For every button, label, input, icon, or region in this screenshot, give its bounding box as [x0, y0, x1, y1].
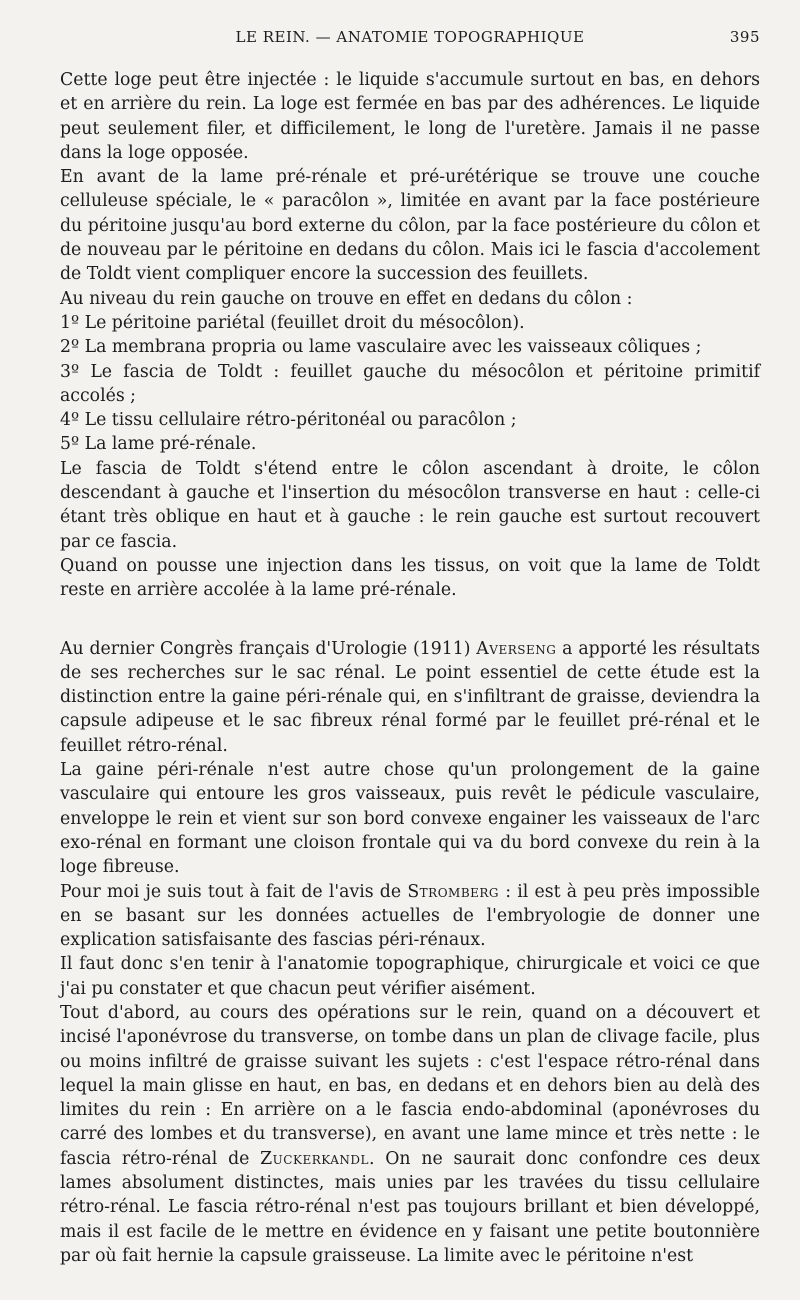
paragraph: La gaine péri-rénale n'est autre chose qu'un prolongement de la gaine vasculaire qui entoure les gros vaisseaux, puis revêt le pédicule vasculaire, enveloppe le rein et vient sur son bord convexe engainer les vaisseaux de l'arc exo-rénal en formant une cloison frontale qui va du bord convexe du rein à la loge fibreuse.: [60, 760, 760, 878]
paragraph: [60, 880, 760, 953]
text-run: Au dernier Congrès français d'Urologie (1911): [60, 638, 477, 659]
list-item: 5º La lame pré-rénale.: [60, 434, 257, 455]
author-name: Zuckerkandl: [260, 1148, 369, 1169]
page-number: 395: [729, 28, 760, 46]
running-title: LE REIN. — ANATOMIE TOPOGRAPHIQUE: [235, 28, 585, 46]
text-run: : il est à peu près impossible en se basant sur les données actuelles de l'embryologie de donner une explication satisfaisante des fascias péri-rénaux.: [60, 881, 760, 951]
paragraph: Le fascia de Toldt s'étend entre le côlon ascendant à droite, le côlon descendant à gauche et l'insertion du mésocôlon transverse en haut : celle-ci étant très oblique en haut et à gauche : le rein gauche est surtout recouvert par ce fascia.: [60, 458, 760, 552]
body-text: [60, 68, 760, 1268]
list-item: 3º Le fascia de Toldt : feuillet gauche du mésocôlon et péritoine primitif accolés ;: [60, 361, 760, 406]
paragraph: Au niveau du rein gauche on trouve en effet en dedans du côlon :: [60, 288, 633, 309]
text-run: . On ne saurait donc confondre ces deux lames absolument distinctes, mais unies par les travées du tissu cellulaire rétro-rénal. Le fascia rétro-rénal n'est pas toujours brillant et bien développé, mais il est facile de le mettre en évidence en y faisant une petite boutonnière par où fait hernie la capsule graisseuse. La limite avec le péritoine n'est: [60, 1148, 760, 1266]
text-run: Tout d'abord, au cours des opérations sur le rein, quand on a découvert et incisé l'aponévrose du transverse, on tombe dans un plan de clivage facile, plus ou moins infiltré de graisse suivant les sujets : c'est l'espace rétro-rénal dans lequel la main glisse en haut, en bas, en dedans et en dehors bien au delà des limites du rein : En arrière on a le fascia endo-abdominal (aponévroses du carré des lombes et du transverse), en avant une lame mince et très nette : le fascia rétro-rénal de: [60, 1002, 760, 1169]
text-run: Pour moi je suis tout à fait de l'avis de: [60, 881, 408, 902]
text-run: a apporté les résultats de ses recherches sur le sac rénal. Le point essentiel de cette étude est la distinction entre la gaine péri-rénale qui, en s'infiltrant de graisse, deviendra la capsule adipeuse et le sac fibreux rénal formé par le feuillet pré-rénal et le feuillet rétro-rénal.: [60, 638, 760, 756]
list-item: 2º La membrana propria ou lame vasculaire avec les vaisseaux côliques ;: [60, 337, 702, 358]
author-name: Stromberg: [407, 881, 500, 902]
section-break: [60, 603, 760, 637]
paragraph: Il faut donc s'en tenir à l'anatomie topographique, chirurgicale et voici ce que j'ai pu constater et que chacun peut vérifier aisément.: [60, 954, 760, 999]
running-head: [60, 28, 760, 54]
author-name: Averseng: [476, 638, 557, 659]
paragraph: [60, 637, 760, 758]
paragraph: Quand on pousse une injection dans les tissus, on voit que la lame de Toldt reste en arrière accolée à la lame pré-rénale.: [60, 555, 760, 601]
paragraph: En avant de la lame pré-rénale et pré-urétérique se trouve une couche celluleuse spéciale, le « paracôlon », limitée en avant par la face postérieure du péritoine jusqu'au bord externe du côlon, par la face postérieure du côlon et de nouveau par le péritoine en dedans du côlon. Mais ici le fascia d'accolement de Toldt vient compliquer encore la succession des feuillets.: [60, 167, 760, 285]
paragraph: Cette loge peut être injectée : le liquide s'accumule surtout en bas, en dehors et en arrière du rein. La loge est fermée en bas par des adhérences. Le liquide peut seulement filer, et difficilement, le long de l'uretère. Jamais il ne passe dans la loge opposée.: [60, 70, 760, 163]
paragraph: [60, 1001, 760, 1268]
list-item: 1º Le péritoine pariétal (feuillet droit du mésocôlon).: [60, 312, 525, 333]
list-item: 4º Le tissu cellulaire rétro-péritonéal ou paracôlon ;: [60, 410, 517, 431]
